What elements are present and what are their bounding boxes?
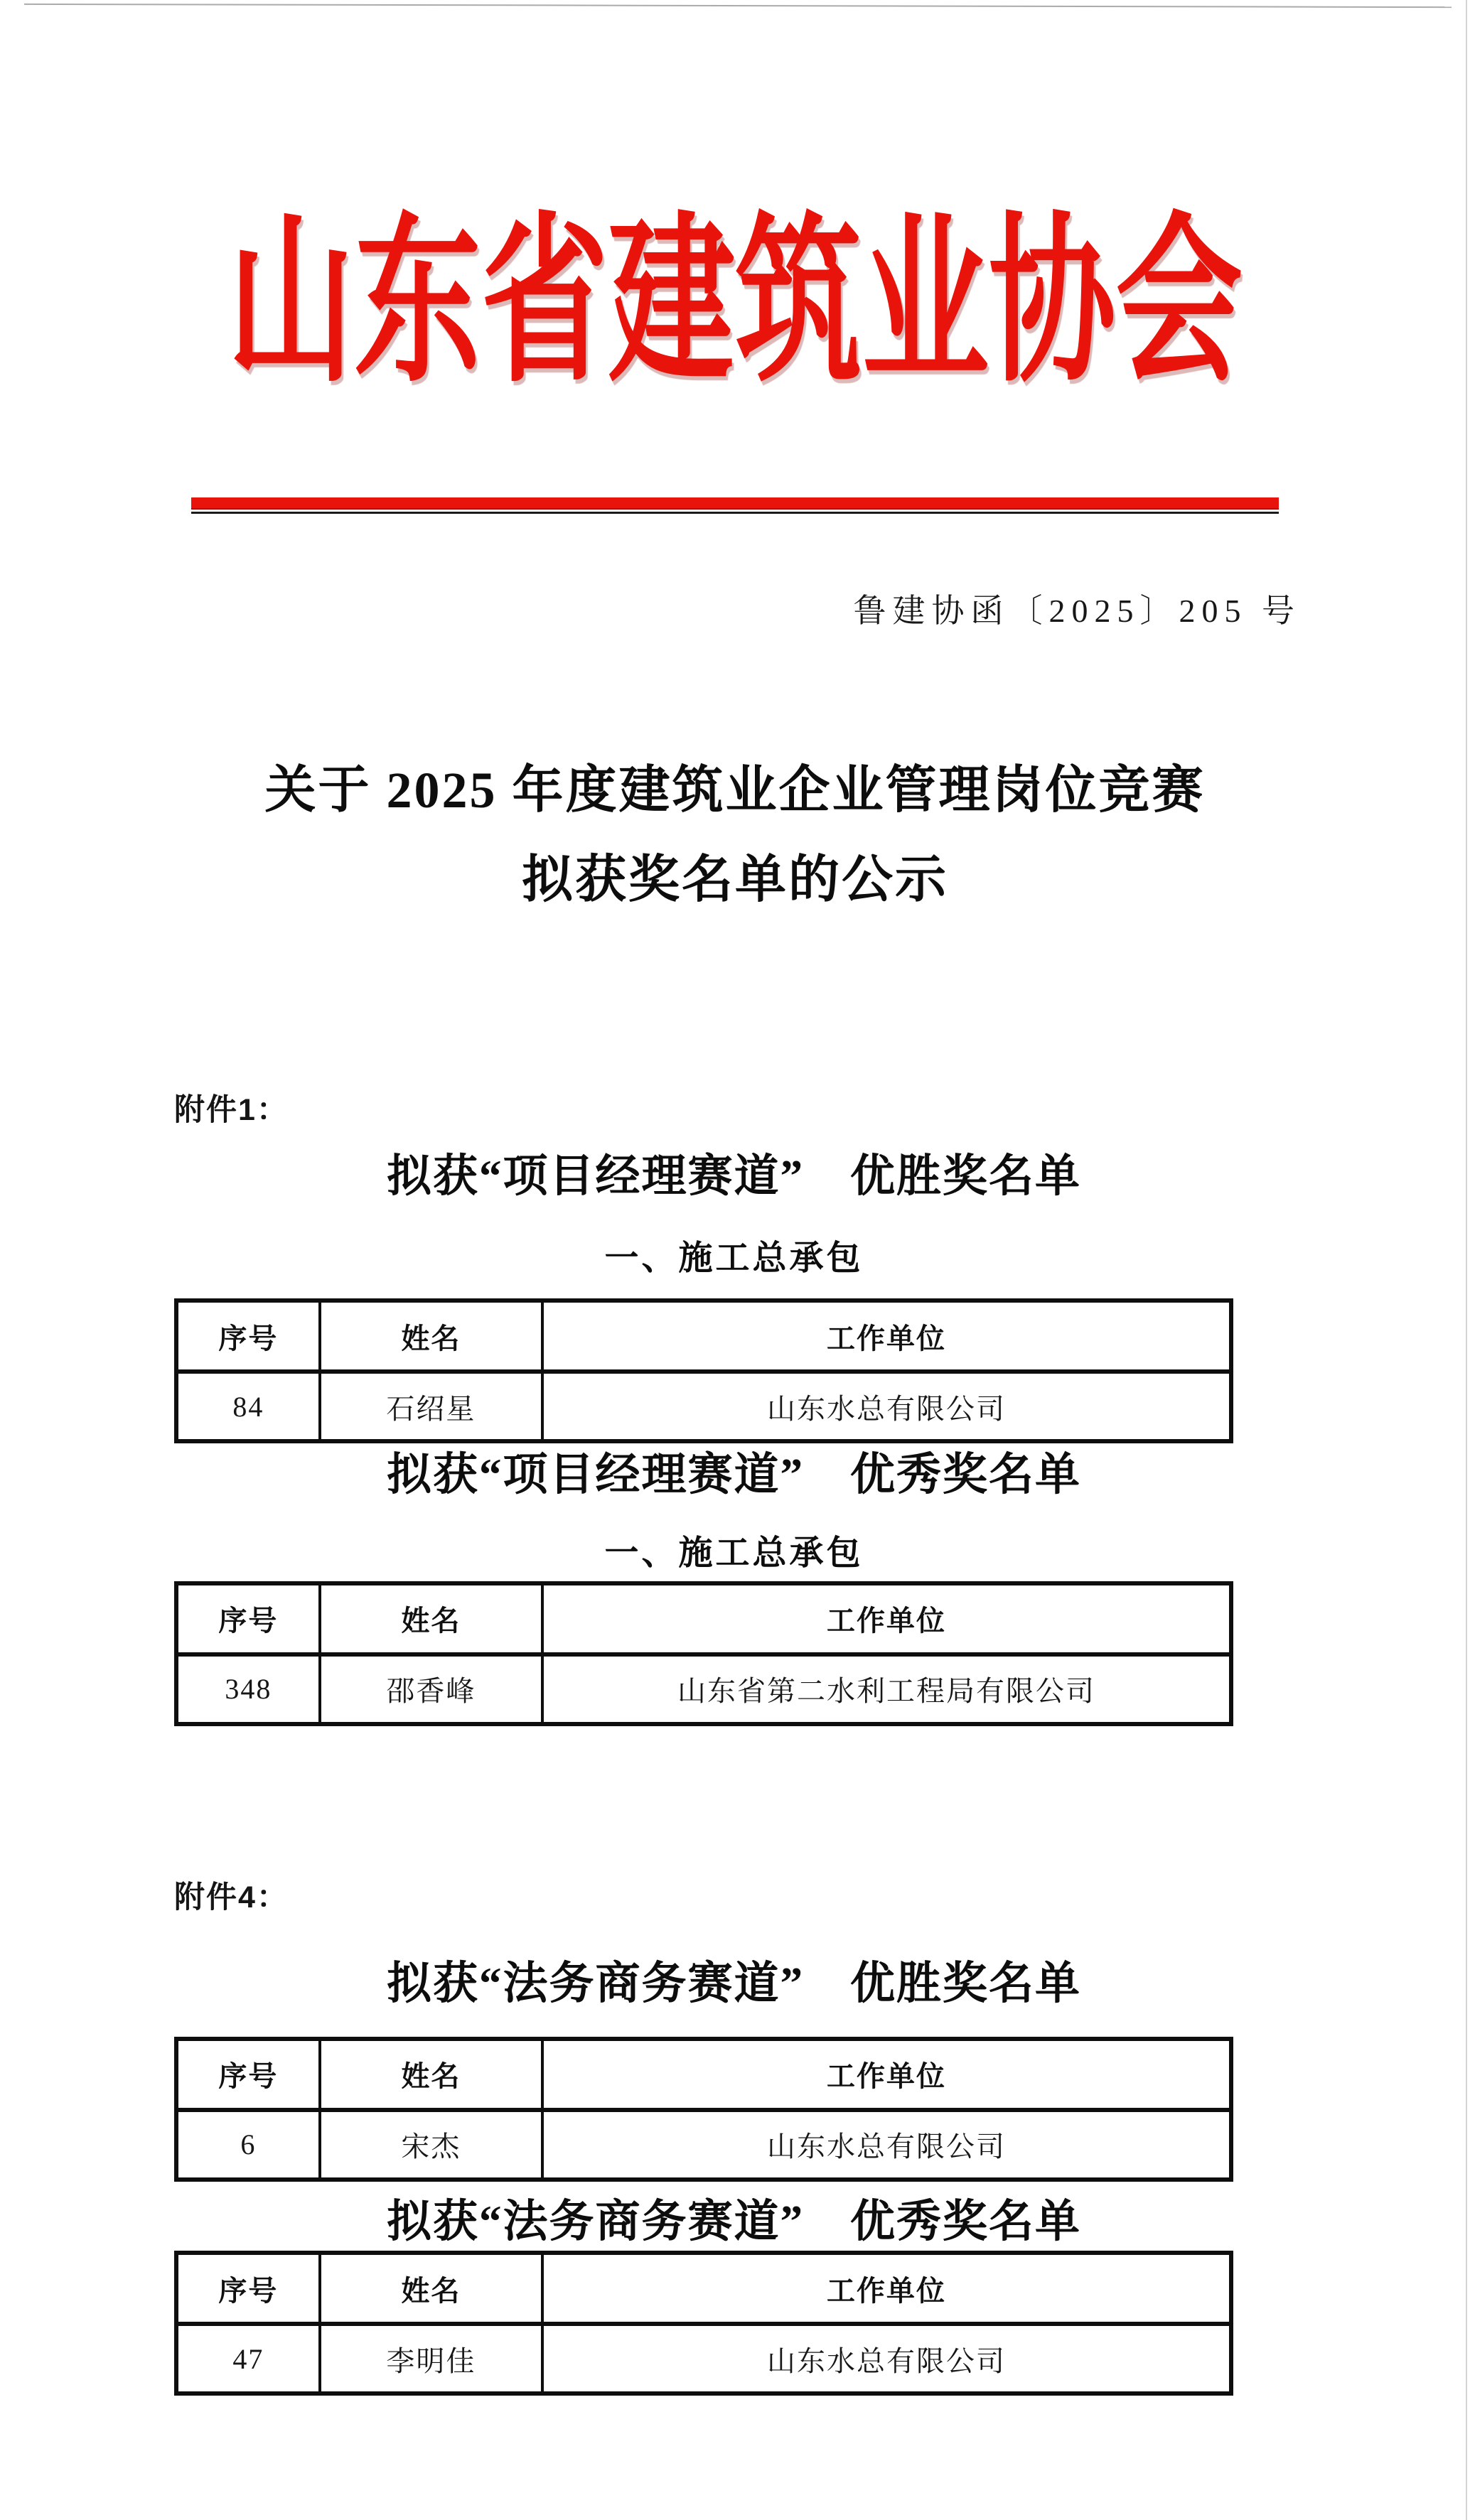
cell-name: 宋杰: [320, 2110, 542, 2180]
red-separator-rule: [191, 497, 1279, 510]
awards-table-legal-winner: [174, 2037, 1233, 2182]
col-header-index: 序号: [176, 1583, 320, 1654]
awards-table-legal-excellence: [174, 2251, 1233, 2396]
col-header-name: 姓名: [320, 1301, 542, 1372]
scan-artifact-right-line: [1466, 0, 1467, 2520]
page-title-line-2: 拟获奖名单的公示: [521, 851, 948, 908]
col-header-employer: 工作单位: [542, 2253, 1231, 2324]
table-row: [176, 1372, 1231, 1441]
cell-name: 邵香峰: [320, 1654, 542, 1724]
award-heading-pm-excellence: 拟获“项目经理赛道” 优秀奖名单: [387, 1450, 1081, 1500]
col-header-employer: 工作单位: [542, 1583, 1231, 1654]
category-subheading-general-contracting-1: 一、施工总承包: [604, 1239, 864, 1277]
cell-employer: 山东水总有限公司: [542, 1372, 1231, 1441]
cell-employer: 山东水总有限公司: [542, 2110, 1231, 2180]
award-heading-pm-winner: 拟获“项目经理赛道” 优胜奖名单: [387, 1151, 1081, 1202]
page-title: [0, 745, 1470, 925]
awards-table-pm-winner: [174, 1298, 1233, 1443]
document-reference-number: 鲁建协函〔2025〕205 号: [853, 593, 1301, 630]
scan-artifact-top-line: [24, 4, 1452, 8]
col-header-employer: 工作单位: [542, 1301, 1231, 1372]
black-separator-rule: [191, 512, 1279, 514]
cell-index: 84: [176, 1372, 320, 1441]
table-header-row: [176, 1583, 1231, 1654]
col-header-name: 姓名: [320, 2039, 542, 2110]
table-header-row: [176, 2253, 1231, 2324]
association-masthead-title: 山东省建筑业协会: [227, 203, 1243, 404]
cell-employer: 山东水总有限公司: [542, 2324, 1231, 2394]
table-header-row: [176, 1301, 1231, 1372]
table-row: [176, 2110, 1231, 2180]
cell-index: 6: [176, 2110, 320, 2180]
attachment-1-label: 附件1：: [174, 1092, 289, 1127]
category-subheading-general-contracting-2: 一、施工总承包: [604, 1534, 864, 1572]
table-row: [176, 2324, 1231, 2394]
award-heading-legal-excellence: 拟获“法务商务赛道” 优秀奖名单: [387, 2196, 1081, 2246]
col-header-employer: 工作单位: [542, 2039, 1231, 2110]
awards-table-pm-excellence: [174, 1581, 1233, 1726]
cell-index: 47: [176, 2324, 320, 2394]
cell-name: 石绍星: [320, 1372, 542, 1441]
col-header-name: 姓名: [320, 1583, 542, 1654]
col-header-index: 序号: [176, 2253, 320, 2324]
col-header-name: 姓名: [320, 2253, 542, 2324]
table-row: [176, 1654, 1231, 1724]
cell-name: 李明佳: [320, 2324, 542, 2394]
col-header-index: 序号: [176, 2039, 320, 2110]
col-header-index: 序号: [176, 1301, 320, 1372]
cell-employer: 山东省第二水利工程局有限公司: [542, 1654, 1231, 1724]
table-header-row: [176, 2039, 1231, 2110]
cell-index: 348: [176, 1654, 320, 1724]
attachment-4-label: 附件4：: [174, 1880, 289, 1915]
award-heading-legal-winner: 拟获“法务商务赛道” 优胜奖名单: [387, 1959, 1081, 2009]
document-body: [0, 1092, 1470, 2396]
page-title-line-1: 关于 2025 年度建筑业企业管理岗位竞赛: [264, 761, 1206, 819]
